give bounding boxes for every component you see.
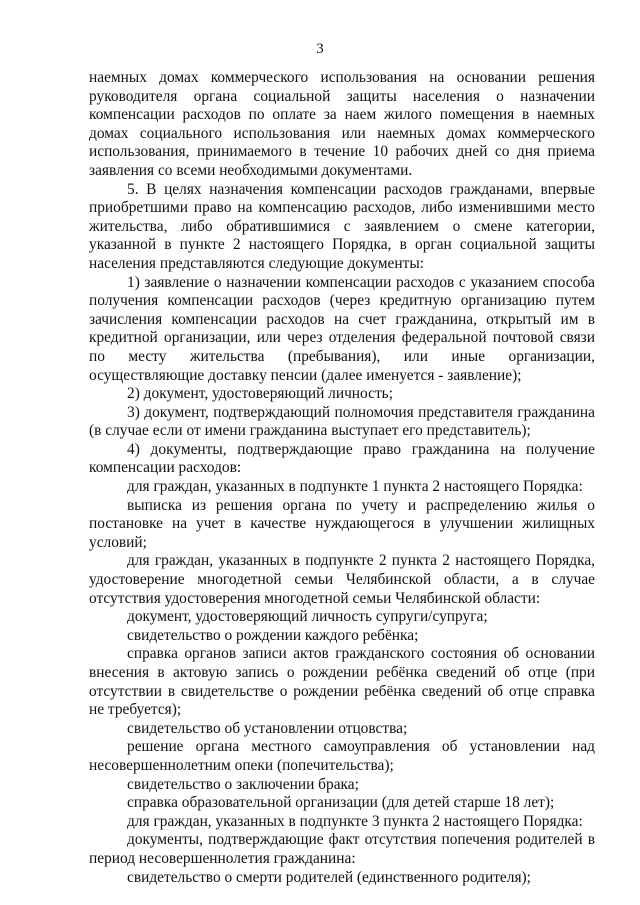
paragraph: 2) документ, удостоверяющий личность; <box>127 385 393 403</box>
paragraph: наемных домах коммерческого использования на основании решения руководителя органа социальной защиты населения о назначении компенсации расходов по оплате за наем жилого помещения в наемных домах социального использования или наемных домах коммерческого использования, принимаемого в течение 10 рабочих дней со дня приема заявления со всеми необходимыми документами. <box>89 69 595 179</box>
paragraph: справка органов записи актов гражданского состояния об основании внесения в актовую запись о рождении ребёнка сведений об отце (при отсутствии в свидетельстве о рождении ребёнка сведений об отце справка не требуется); <box>89 645 595 719</box>
paragraph: 4) документы, подтверждающие право гражданина на получение компенсации расходов: <box>89 440 595 477</box>
paragraph: документ, удостоверяющий личность супруги/супруга; <box>127 608 488 626</box>
paragraph: свидетельство о смерти родителей (единственного родителя); <box>127 868 531 886</box>
paragraph: документы, подтверждающие факт отсутствия попечения родителей в период несовершеннолетия гражданина: <box>89 831 595 867</box>
paragraph: справка образовательной организации (для детей старше 18 лет); <box>127 794 555 812</box>
paragraph: 5. В целях назначения компенсации расходов гражданами, впервые приобретшими право на компенсацию расходов, либо изменившими место жительства, либо обратившимися с заявлением о смене категории, указанной в пункте 2 настоящего Порядка, в орган социальной защиты населения представляются следующие документы: <box>89 180 595 272</box>
paragraph: 3) документ, подтверждающий полномочия представителя гражданина (в случае если от имени гражданина выступает его представитель); <box>89 403 595 440</box>
paragraph: 1) заявление о назначении компенсации расходов с указанием способа получения компенсации расходов (через кредитную организацию путем зачисления компенсации расходов на счет гражданина, открытый им в кредитной организации, или через отделения федеральной почтовой связи по месту жительства (пребывания), или иные организации, осуществляющие доставку пенсии (далее именуется - заявление); <box>89 273 595 384</box>
paragraph: свидетельство об установлении отцовства; <box>127 719 408 737</box>
paragraph: для граждан, указанных в подпункте 1 пункта 2 настоящего Порядка: <box>127 478 583 496</box>
paragraph: для граждан, указанных в подпункте 2 пункта 2 настоящего Порядка, удостоверение многодетной семьи Челябинской области, а в случае отсутствия удостоверения многодетной семьи Челябинской области: <box>89 552 595 607</box>
paragraph: свидетельство о рождении каждого ребёнка; <box>127 626 419 644</box>
paragraph: для граждан, указанных в подпункте 3 пункта 2 настоящего Порядка: <box>127 812 583 830</box>
paragraph: решение органа местного самоуправления об установлении над несовершеннолетним опеки (попечительства); <box>89 738 595 774</box>
document-body <box>89 69 595 887</box>
page-number: 3 <box>316 41 324 57</box>
paragraph: свидетельство о заключении брака; <box>127 775 359 793</box>
paragraph: выписка из решения органа по учету и распределению жилья о постановке на учет в качестве нуждающегося в улучшении жилищных условий; <box>89 496 595 551</box>
